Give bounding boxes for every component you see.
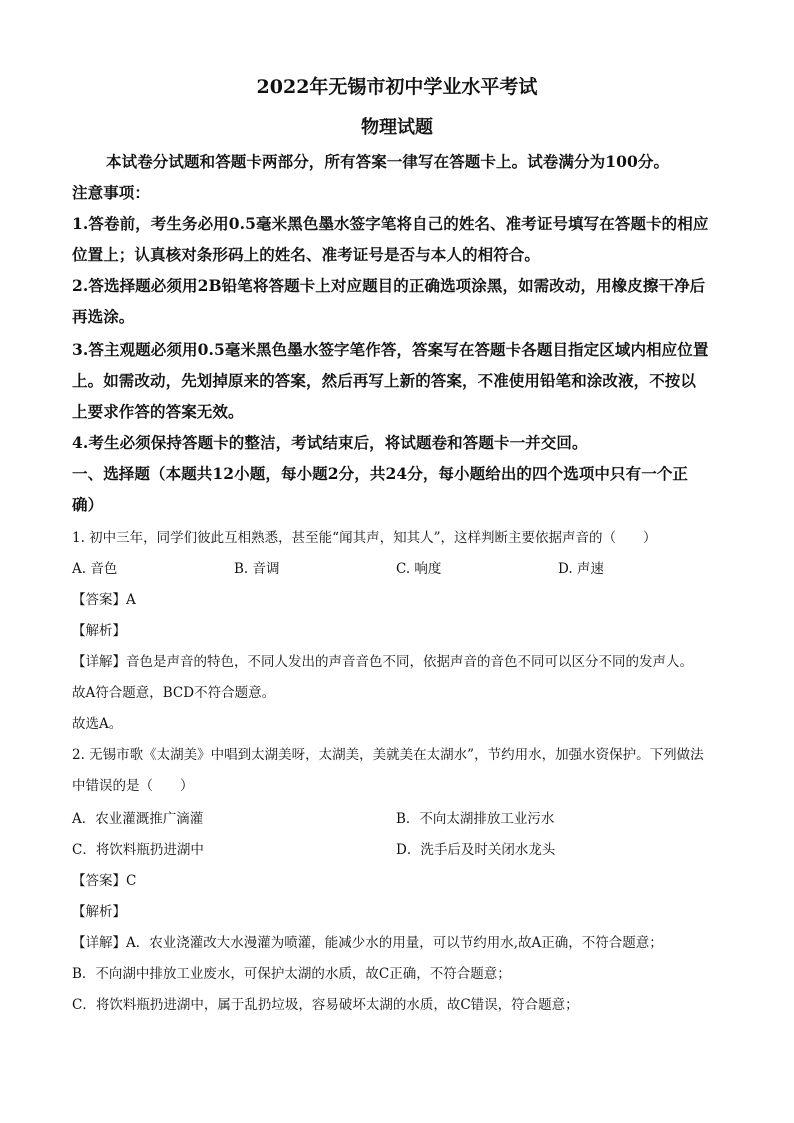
question-1-stem: 1. 初中三年，同学们彼此互相熟悉，甚至能“闻其声，知其人”，这样判断主要依据声音的（ ） xyxy=(72,530,657,546)
question-1-option-d: D. 声速 xyxy=(558,561,604,577)
note-2-line-2: 再选涂。 xyxy=(72,307,135,326)
note-2-line-1: 2.答选择题必须用2B铅笔将答题卡上对应题目的正确选项涂黑，如需改动，用橡皮擦干净后 xyxy=(72,276,706,295)
question-2-stem-line-1: 2. 无锡市歌《太湖美》中唱到太湖美呀，太湖美，美就美在太湖水”，节约用水，加强水资保护。下列做法 xyxy=(72,747,704,763)
question-2-option-b: B．不向太湖排放工业污水 xyxy=(396,811,555,827)
question-1-analysis-label: 【解析】 xyxy=(72,623,126,639)
question-1-option-c: C. 响度 xyxy=(396,561,442,577)
note-3-line-1: 3.答主观题必须用0.5毫米黑色墨水签字笔作答，答案写在答题卡各题目指定区域内相应位置 xyxy=(72,340,709,359)
intro-text: 本试卷分试题和答题卡两部分，所有答案一律写在答题卡上。试卷满分为100分。 xyxy=(106,152,670,171)
question-1-answer: 【答案】A xyxy=(72,592,136,608)
note-3-line-2: 上。如需改动，先划掉原来的答案，然后再写上新的答案，不准使用铅笔和涂改液，不按以 xyxy=(72,371,697,390)
section-heading-line-2: 确） xyxy=(72,495,104,514)
page-title: 2022年无锡市初中学业水平考试 xyxy=(256,76,538,98)
question-2-option-c: C．将饮料瓶扔进湖中 xyxy=(72,842,204,858)
question-2-option-d: D．洗手后及时关闭水龙头 xyxy=(396,842,556,858)
question-1-conclusion: 故选A。 xyxy=(72,716,123,732)
question-2-detail-1: 【详解】A．农业浇灌改大水漫灌为喷灌，能减少水的用量，可以节约用水,故A正确，不符合题意； xyxy=(72,935,663,951)
question-2-answer: 【答案】C xyxy=(72,873,137,889)
question-1-option-b: B. 音调 xyxy=(234,561,280,577)
question-2-stem-line-2: 中错误的是（ ） xyxy=(72,778,194,794)
question-1-detail: 【详解】音色是声音的特色，不同人发出的声音音色不同，依据声音的音色不同可以区分不同的发声人。 xyxy=(72,654,693,670)
note-3-line-3: 上要求作答的答案无效。 xyxy=(72,402,244,421)
page-subtitle: 物理试题 xyxy=(361,117,433,138)
notes-heading: 注意事项： xyxy=(72,183,151,202)
question-2-analysis-label: 【解析】 xyxy=(72,904,126,920)
question-1-option-a: A. 音色 xyxy=(72,561,118,577)
section-heading-line-1: 一、选择题（本题共12小题，每小题2分，共24分，每小题给出的四个选项中只有一个正 xyxy=(72,464,689,483)
note-1-line-2: 位置上；认真核对条形码上的姓名、准考证号是否与本人的相符合。 xyxy=(72,245,541,264)
question-2-detail-3: C．将饮料瓶扔进湖中，属于乱扔垃圾，容易破坏太湖的水质，故C错误，符合题意； xyxy=(72,997,579,1013)
question-1-detail-2: 故A符合题意，BCD不符合题意。 xyxy=(72,685,276,701)
note-4-line-1: 4.考生必须保持答题卡的整洁，考试结束后，将试题卷和答题卡一并交回。 xyxy=(72,433,588,452)
question-2-detail-2: B．不向湖中排放工业废水，可保护太湖的水质，故C正确，不符合题意； xyxy=(72,966,511,982)
note-1-line-1: 1.答卷前，考生务必用0.5毫米黑色墨水签字笔将自己的姓名、准考证号填写在答题卡的相应 xyxy=(72,214,709,233)
question-2-option-a: A．农业灌溉推广滴灌 xyxy=(72,811,204,827)
